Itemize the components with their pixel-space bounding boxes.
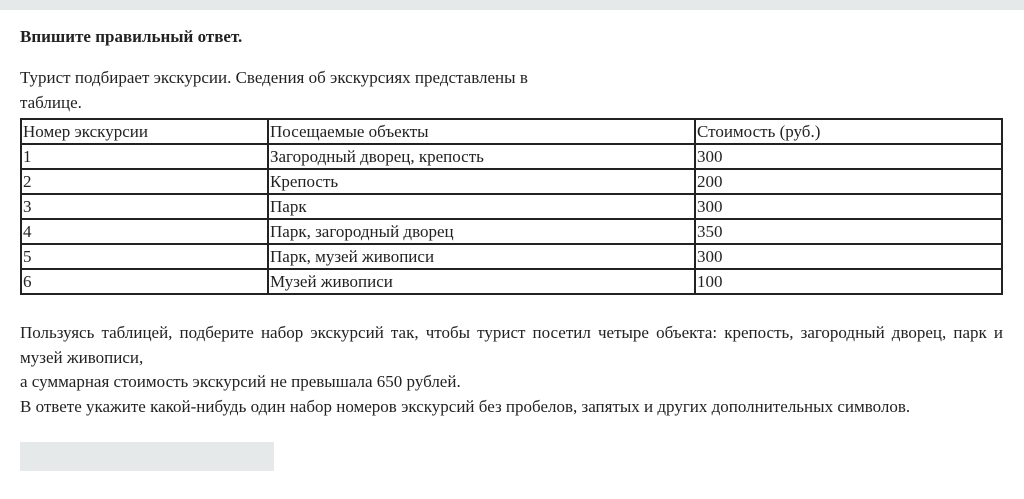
table-row xyxy=(21,269,1002,294)
header-tour-number: Номер экскурсии xyxy=(21,119,268,144)
table-row xyxy=(21,244,1002,269)
cell-cost: 350 xyxy=(695,219,1002,244)
cell-objects: Крепость xyxy=(268,169,695,194)
cell-cost: 100 xyxy=(695,269,1002,294)
cell-objects: Парк xyxy=(268,194,695,219)
table-row xyxy=(21,194,1002,219)
task-line-3: В ответе укажите какой-нибудь один набор номеров экскурсий без пробелов, запятых и других дополнительных символов. xyxy=(20,396,911,416)
cell-tour-number: 3 xyxy=(21,194,268,219)
table-header-row xyxy=(21,119,1002,144)
cell-tour-number: 2 xyxy=(21,169,268,194)
cell-cost: 200 xyxy=(695,169,1002,194)
task-line-1: Пользуясь таблицей, подберите набор экскурсий так, чтобы турист посетил четыре объекта: крепость, загородный дворец, парк и музей живописи, xyxy=(20,323,1003,367)
question-intro: Турист подбирает экскурсии. Сведения об экскурсиях представлены в таблице. xyxy=(20,68,528,112)
header-objects: Посещаемые объекты xyxy=(268,119,695,144)
task-text xyxy=(20,321,1003,419)
cell-tour-number: 4 xyxy=(21,219,268,244)
tours-table xyxy=(20,118,1003,295)
table-row xyxy=(21,219,1002,244)
cell-tour-number: 1 xyxy=(21,144,268,169)
cell-objects: Парк, загородный дворец xyxy=(268,219,695,244)
cell-tour-number: 5 xyxy=(21,244,268,269)
cell-objects: Парк, музей живописи xyxy=(268,244,695,269)
cell-tour-number: 6 xyxy=(21,269,268,294)
question-instruction: Впишите правильный ответ. xyxy=(20,27,243,46)
cell-cost: 300 xyxy=(695,194,1002,219)
answer-input[interactable] xyxy=(20,442,274,471)
question-content xyxy=(20,26,1003,419)
cell-objects: Загородный дворец, крепость xyxy=(268,144,695,169)
task-line-2: а суммарная стоимость экскурсий не превышала 650 рублей. xyxy=(20,372,461,391)
cell-cost: 300 xyxy=(695,244,1002,269)
top-bar xyxy=(0,0,1024,10)
table-row xyxy=(21,144,1002,169)
header-cost: Стоимость (руб.) xyxy=(695,119,1002,144)
cell-objects: Музей живописи xyxy=(268,269,695,294)
table-row xyxy=(21,169,1002,194)
cell-cost: 300 xyxy=(695,144,1002,169)
